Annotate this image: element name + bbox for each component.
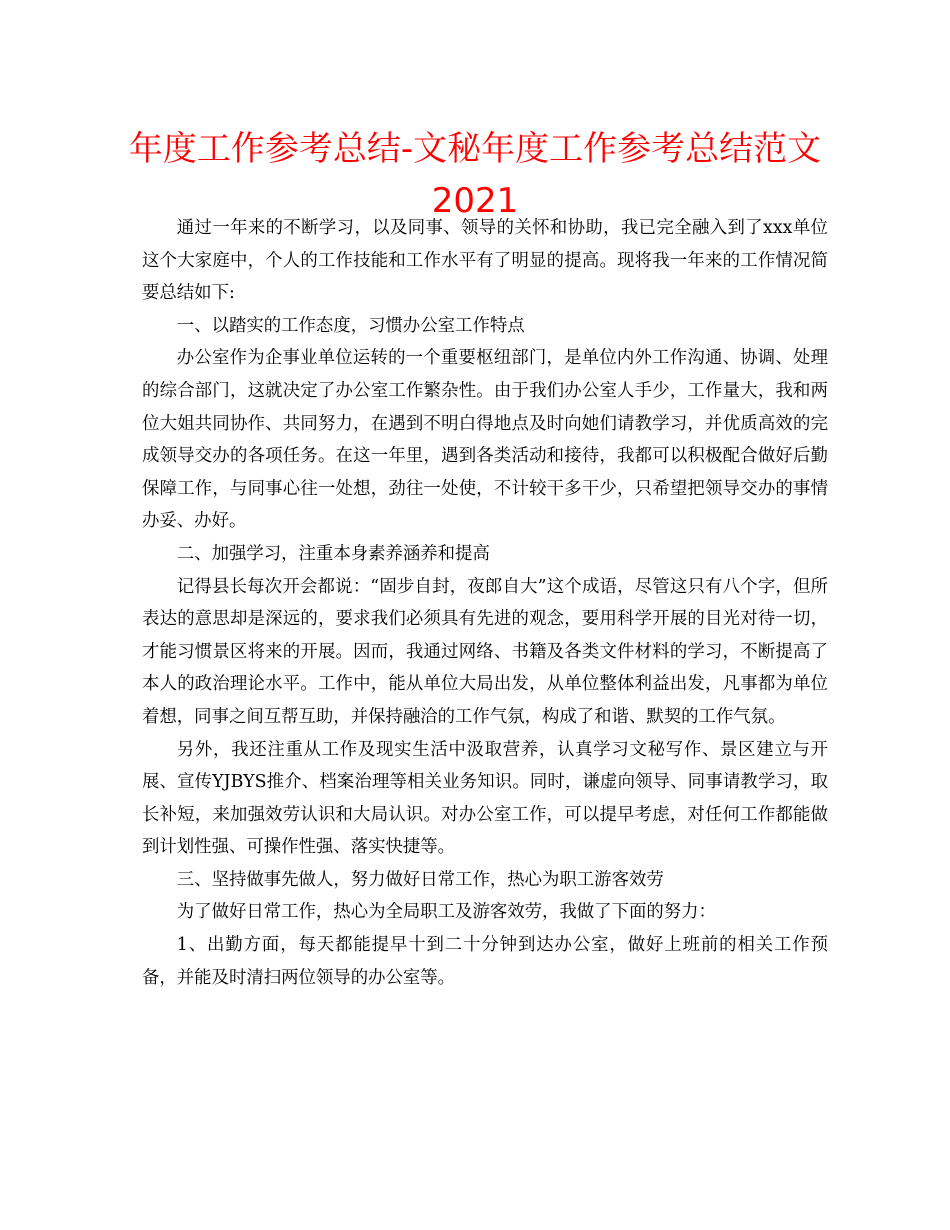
title-line-1: 年度工作参考总结-文秘年度工作参考总结范文 xyxy=(128,129,822,169)
paragraph-office-role: 办公室作为企事业单位运转的一个重要枢纽部门，是单位内外工作沟通、协调、处理的综合部门，这就决定了办公室工作繁杂性。由于我们办公室人手少，工作量大，我和两位大姐共同协作、共同努力，在遇到不明白得地点及时向她们请教学习，并优质高效的完成领导交办的各项任务。在这一年里，遇到各类活动和接待，我都可以积极配合做好后勤保障工作，与同事心往一处想，劲往一处使，不计较干多干少，只希望把领导交办的事情办妥、办好。 xyxy=(142,348,828,532)
paragraph-intro: 通过一年来的不断学习，以及同事、领导的关怀和协助，我已完全融入到了xxx单位这个大家庭中，个人的工作技能和工作水平有了明显的提高。现将我一年来的工作情况简要总结如下: xyxy=(142,218,828,304)
paragraph-learning: 记得县长每次开会都说：“固步自封，夜郎自大”这个成语，尽管这只有八个字，但所表达的意思却是深远的，要求我们必须具有先进的观念，要用科学开展的目光对待一切，才能习惯景区将来的开展。因而，我通过网络、书籍及各类文件材料的学习，不断提高了本人的政治理论水平。工作中，能从单位大局出发，从单位整体利益出发，凡事都为单位着想，同事之间互帮互助，并保持融洽的工作气氛，构成了和谐、默契的工作气氛。 xyxy=(142,576,828,727)
paragraph-additional: 另外，我还注重从工作及现实生活中汲取营养，认真学习文秘写作、景区建立与开展、宣传YJBYS推介、档案治理等相关业务知识。同时，谦虚向领导、同事请教学习，取长补短，来加强效劳认识和大局认识。对办公室工作，可以提早考虑，对任何工作都能做到计划性强、可操作性强、落实快捷等。 xyxy=(142,739,828,858)
section-heading-1: 一、以踏实的工作态度，习惯办公室工作特点 xyxy=(176,315,525,336)
document-body xyxy=(142,212,828,994)
section-heading-3: 三、坚持做事先做人，努力做好日常工作，热心为职工游客效劳 xyxy=(176,869,664,890)
paragraph-daily-work: 为了做好日常工作，热心为全局职工及游客效劳，我做了下面的努力： xyxy=(176,902,716,923)
paragraph-attendance: 1、出勤方面，每天都能提早十到二十分钟到达办公室，做好上班前的相关工作预备，并能及时清扫两位领导的办公室等。 xyxy=(142,935,828,988)
section-heading-2: 二、加强学习，注重本身素养涵养和提高 xyxy=(176,543,490,564)
title-line-2: 2021 xyxy=(431,181,519,221)
